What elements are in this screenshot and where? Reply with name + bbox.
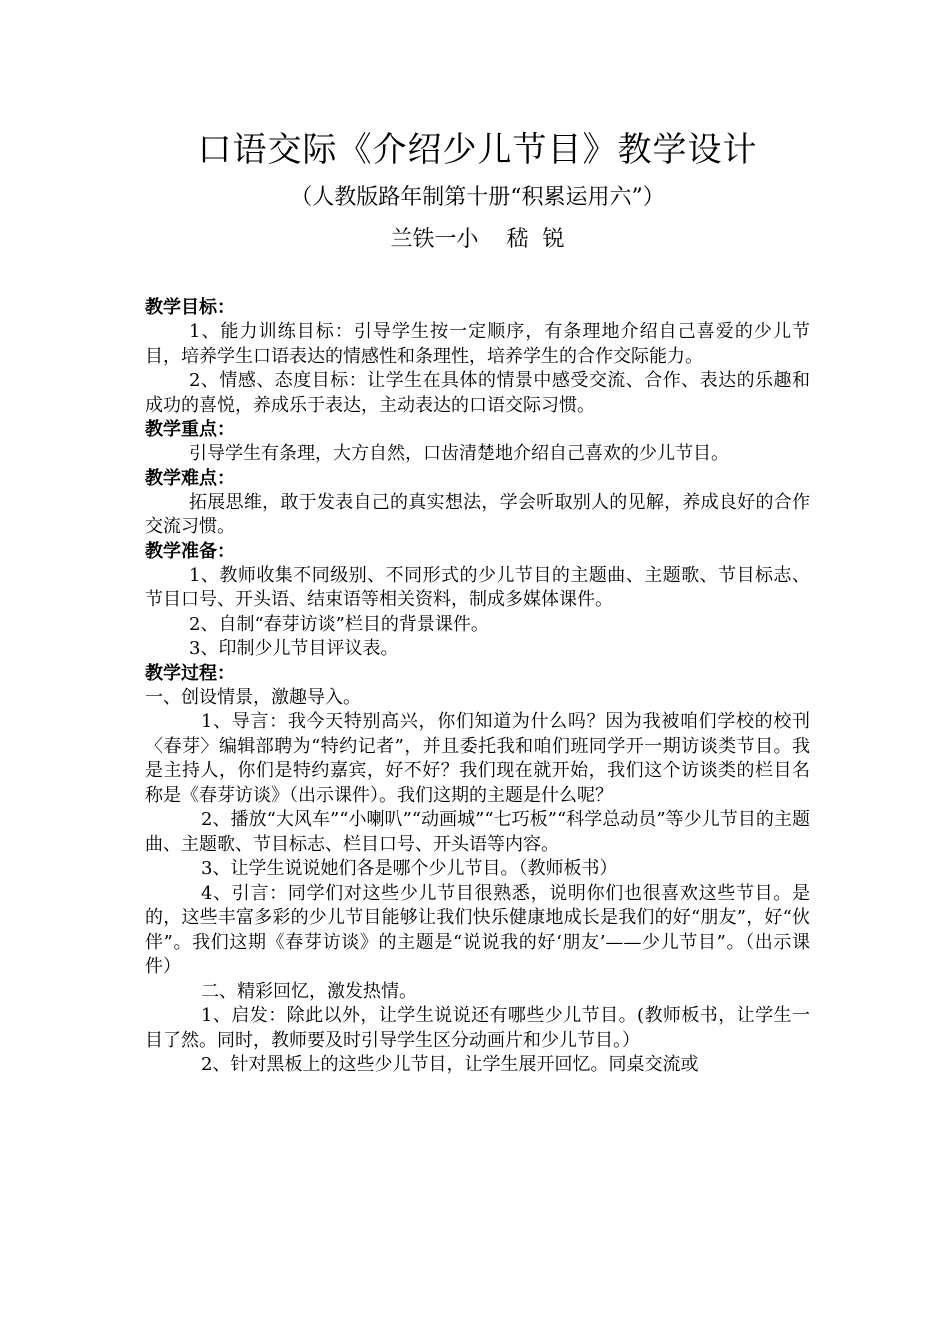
section-heading: 教学重点： [145, 419, 235, 440]
paragraph: 3、印制少儿节目评议表。 [189, 638, 399, 659]
subsection-heading: 一、创设情景，激趣导入。 [145, 686, 361, 708]
section-objectives [145, 296, 810, 418]
paragraph: 3、让学生说说她们各是哪个少儿节目。（教师板书） [201, 858, 618, 879]
paragraph: 1、导言：我今天特别高兴，你们知道为什么吗？因为我被咱们学校的校刊〈春芽〉编辑部聘为“特约记者”，并且委托我和咱们班同学开一期访谈类节目。我是主持人，你们是特约嘉宾，好不好？我们现在就开始，我们这个访谈类的栏目名称是《春芽访谈》（出示课件）。我们这期的主题是什么呢？ [145, 711, 810, 806]
paragraph: 2、情感、态度目标：让学生在具体的情景中感受交流、合作、表达的乐趣和成功的喜悦，养成乐于表达，主动表达的口语交际习惯。 [145, 370, 810, 416]
paragraph: 1、教师收集不同级别、不同形式的少儿节目的主题曲、主题歌、节目标志、节目口号、开头语、结束语等相关资料，制成多媒体课件。 [145, 564, 810, 610]
section-process [145, 662, 810, 1078]
document-author: 兰铁一小 嵇 锐 [390, 227, 565, 252]
paragraph: 1、能力训练目标：引导学生按一定顺序，有条理地介绍自己喜爱的少儿节目，培养学生口语表达的情感性和条理性，培养学生的合作交际能力。 [145, 321, 810, 367]
section-difficulties [145, 467, 810, 540]
section-heading: 教学目标： [145, 297, 235, 318]
document-subtitle: （人教版路年制第十册“积累运用六”） [290, 185, 665, 210]
paragraph: 2、针对黑板上的这些少儿节目，让学生展开回忆。同桌交流或 [201, 1054, 699, 1075]
paragraph: 2、自制“春芽访谈”栏目的背景课件。 [189, 613, 489, 635]
section-heading: 教学过程： [145, 662, 235, 684]
document-title: 口语交际《介绍少儿节目》教学设计 [197, 130, 758, 170]
paragraph: 引导学生有条理，大方自然，口齿清楚地介绍自己喜欢的少儿节目。 [189, 443, 729, 464]
paragraph: 2、播放“大风车”“小喇叭”“动画城”“七巧板”“科学总动员”等少儿节目的主题曲、主题歌、节目标志、栏目口号、开头语等内容。 [145, 809, 810, 855]
subsection-heading: 二、精彩回忆，激发热情。 [201, 980, 417, 1002]
section-key-points [145, 418, 810, 467]
paragraph: 1、启发：除此以外，让学生说说还有哪些少儿节目。(教师板书，让学生一目了然。同时，教师要及时引导学生区分动画片和少儿节目。） [145, 1005, 810, 1051]
section-preparation [145, 540, 810, 662]
paragraph: 4、引言：同学们对这些少儿节目很熟悉，说明你们也很喜欢这些节目。是的，这些丰富多彩的少儿节目能够让我们快乐健康地成长是我们的好“朋友”，好“伙伴”。我们这期《春芽访谈》的主题是“说说我的好‘朋友’——少儿节目”。（出示课件） [145, 882, 810, 977]
section-heading: 教学难点： [145, 467, 235, 489]
section-heading: 教学准备： [145, 540, 235, 562]
paragraph: 拓展思维，敢于发表自己的真实想法，学会听取别人的见解，养成良好的合作交流习惯。 [145, 491, 810, 537]
